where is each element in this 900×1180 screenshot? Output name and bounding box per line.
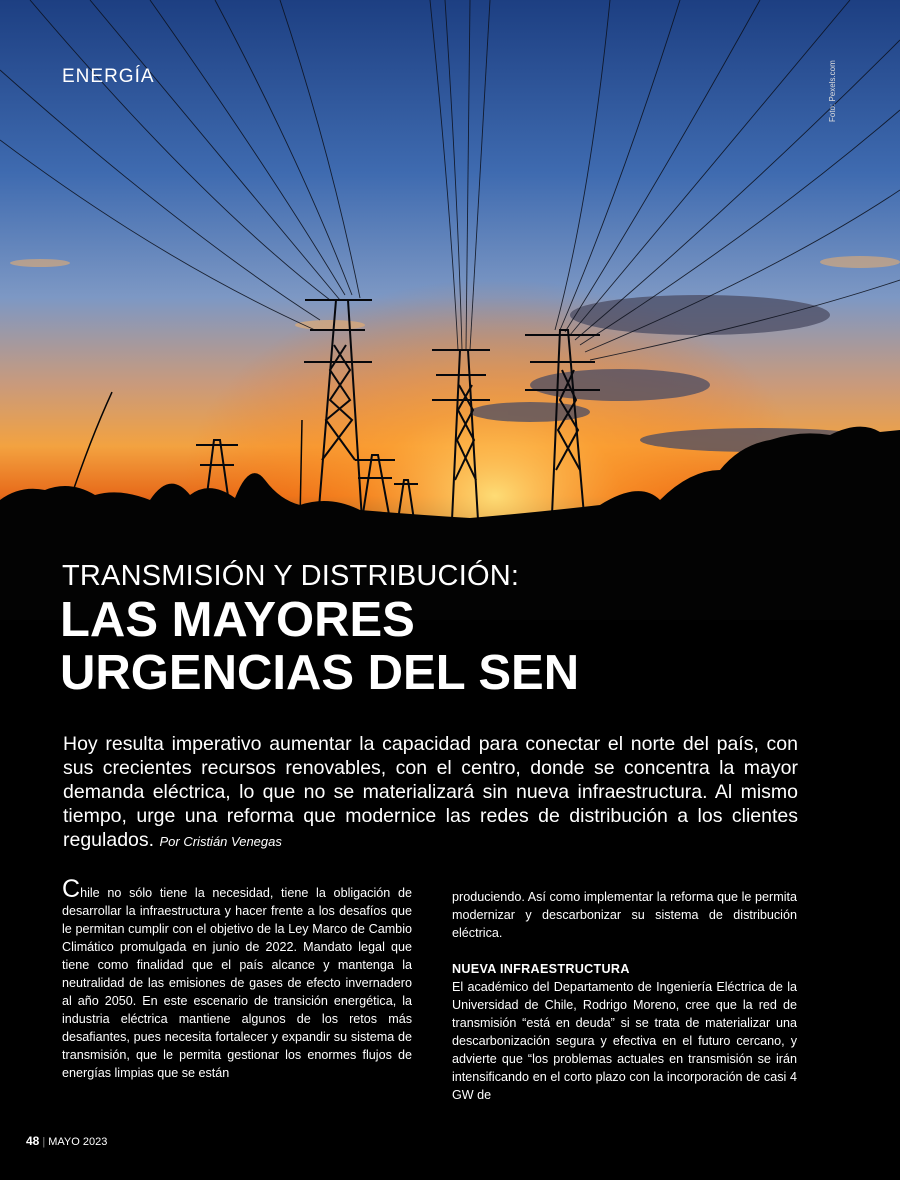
byline: Por Cristián Venegas [159, 834, 282, 849]
article-title-line-2: URGENCIAS DEL SEN [60, 646, 580, 700]
page-footer [26, 1134, 107, 1148]
article-lead [63, 732, 798, 854]
section-label: ENERGÍA [62, 66, 155, 87]
issue-date: MAYO 2023 [48, 1136, 108, 1148]
article-title-line-1: LAS MAYORES [60, 593, 415, 647]
body-column-right [452, 888, 797, 1104]
photo-credit: Foto: Pexels.com [828, 60, 837, 122]
body-text: hile no sólo tiene la necesidad, tiene la obligación de desarrollar la infraestructura y hacer frente a los desafíos que le permitan cumplir con el objetivo de la Ley Marco de Cambio Climático promulgada en junio de 2022. Mandato legal que tiene como finalidad que el país alcance y mantenga la neutralidad de las emisiones de gases de efecto invernadero al año 2050. En este escenario de transición energética, la industria eléctrica mantiene algunos de los retos más desafiantes, pues necesita fortalecer y expandir su sistema de transmisión, que le permita gestionar los enormes flujos de energías limpias que se están [62, 886, 412, 1080]
page-number: 48 [26, 1134, 40, 1148]
article-kicker: TRANSMISIÓN Y DISTRIBUCIÓN: [62, 560, 520, 592]
body-paragraph [62, 875, 412, 1082]
section-subhead: NUEVA INFRAESTRUCTURA [452, 962, 630, 976]
lead-text: Hoy resulta imperativo aumentar la capacidad para conectar el norte del país, con sus crecientes recursos renovables, con el centro, donde se concentra la mayor demanda eléctrica, lo que no se materializará sin nueva infraestructura. Al mismo tiempo, urge una reforma que modernice las redes de distribución a los clientes regulados. [63, 733, 798, 851]
body-column-left [62, 875, 412, 1082]
body-paragraph: El académico del Departamento de Ingeniería Eléctrica de la Universidad de Chile, Rodrigo Moreno, cree que la red de transmisión “está en deuda” si se trata de materializar una descarbonización segura y efectiva en el futuro cercano, y advierte que “los problemas actuales en transmisión se irán intensificando en el corto plazo con la incorporación de casi 4 GW de [452, 980, 797, 1102]
drop-cap: C [62, 875, 81, 903]
article-title [60, 594, 579, 700]
footer-separator: | [42, 1136, 46, 1148]
body-paragraph: produciendo. Así como implementar la reforma que le permita modernizar y descarbonizar su sistema de distribución eléctrica. [452, 890, 797, 940]
